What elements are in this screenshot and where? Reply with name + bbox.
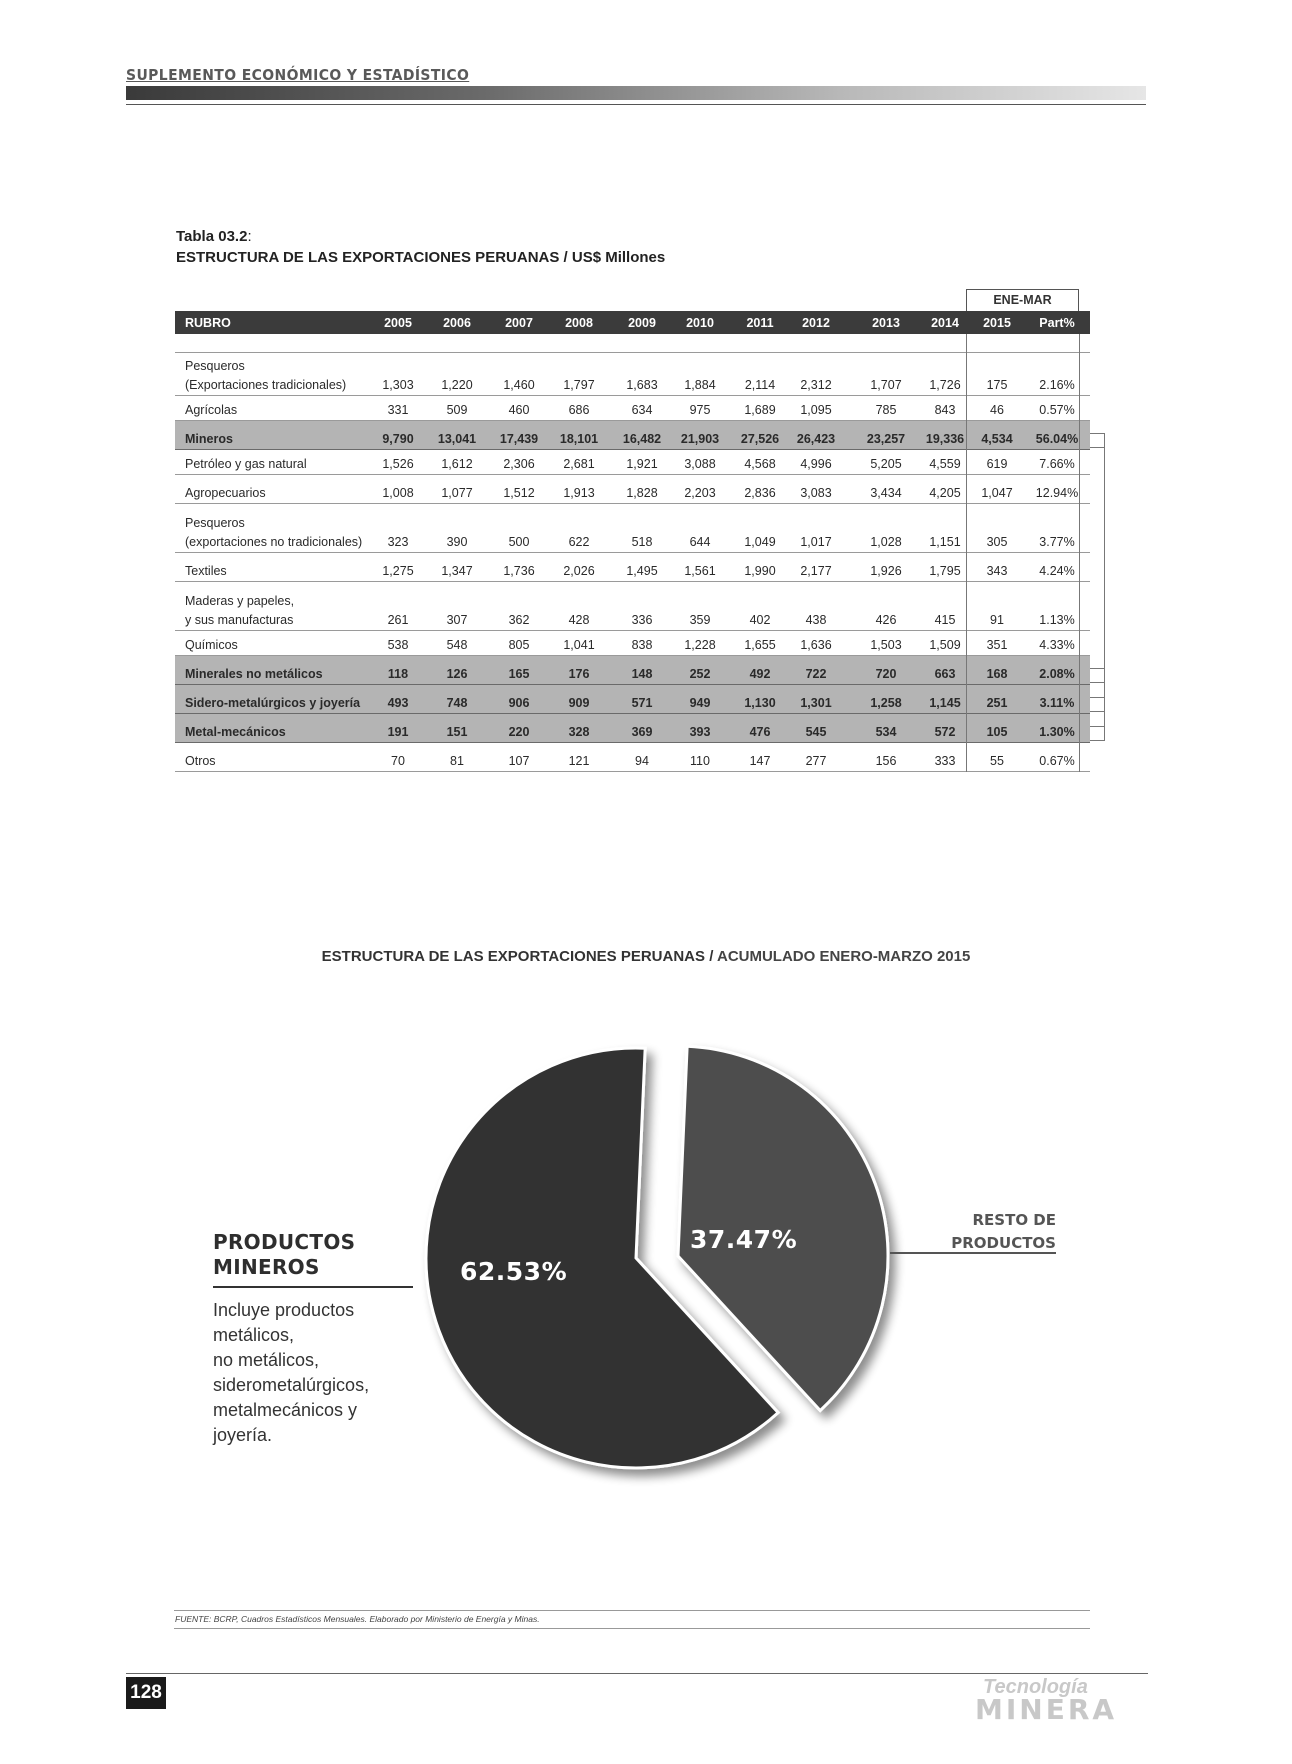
table-cell: 56.04% bbox=[1035, 432, 1079, 446]
row-label: Pesqueros bbox=[185, 516, 245, 530]
table-cell: 9,790 bbox=[382, 432, 414, 446]
column-header: 2012 bbox=[802, 316, 830, 330]
table-cell: 333 bbox=[934, 754, 956, 768]
table-cell: 3,083 bbox=[800, 486, 832, 500]
table-cell: 1,028 bbox=[870, 535, 902, 549]
table-cell: 369 bbox=[631, 725, 653, 739]
row-label-line-2: (Exportaciones tradicionales) bbox=[185, 378, 347, 392]
table-cell: 168 bbox=[986, 667, 1008, 681]
table-cell: 351 bbox=[986, 638, 1008, 652]
table-cell: 0.67% bbox=[1039, 754, 1075, 768]
annotation-mineros-rule bbox=[213, 1286, 413, 1288]
table-cell: 1,707 bbox=[870, 378, 902, 392]
table-caption-label: Tabla 03.2 bbox=[176, 228, 248, 245]
table-cell: 55 bbox=[990, 754, 1004, 768]
table-cell: 13,041 bbox=[437, 432, 477, 446]
table-cell: 476 bbox=[749, 725, 771, 739]
column-header: 2005 bbox=[384, 316, 412, 330]
table-cell: 46 bbox=[990, 403, 1004, 417]
row-label: Petróleo y gas natural bbox=[185, 457, 307, 471]
row-label: Químicos bbox=[185, 638, 238, 652]
table-cell: 1,689 bbox=[744, 403, 776, 417]
table-cell: 843 bbox=[934, 403, 956, 417]
table-cell: 1,655 bbox=[744, 638, 776, 652]
table-cell: 307 bbox=[446, 613, 468, 627]
table-cell: 251 bbox=[986, 696, 1008, 710]
table-cell: 518 bbox=[631, 535, 653, 549]
table-cell: 16,482 bbox=[622, 432, 662, 446]
row-label: Metal-mecánicos bbox=[185, 725, 286, 739]
table-cell: 1,151 bbox=[929, 535, 961, 549]
table-cell: 634 bbox=[631, 403, 653, 417]
table-cell: 165 bbox=[508, 667, 530, 681]
group-header-ene-mar: ENE-MAR bbox=[966, 289, 1079, 311]
table-cell: 3.11% bbox=[1039, 696, 1075, 710]
brand-logo-line-2: MINERA bbox=[975, 1693, 1118, 1726]
annotation-mineros-description: Incluye productos metálicos, no metálicos, siderometalúrgicos, metalmecánicos y joyería. bbox=[213, 1300, 370, 1445]
table-cell: 147 bbox=[749, 754, 771, 768]
chart-title-separator: / bbox=[705, 948, 717, 965]
source-rule-top bbox=[174, 1610, 1090, 1611]
table-cell: 1,145 bbox=[929, 696, 961, 710]
column-header: Part% bbox=[1039, 316, 1075, 330]
table-cell: 534 bbox=[875, 725, 897, 739]
column-header: 2008 bbox=[565, 316, 593, 330]
table-cell: 4,205 bbox=[929, 486, 961, 500]
table-cell: 0.57% bbox=[1039, 403, 1075, 417]
table-cell: 7.66% bbox=[1039, 457, 1075, 471]
table-cell: 26,423 bbox=[796, 432, 836, 446]
annotation-mineros-title-2: MINEROS bbox=[213, 1255, 320, 1279]
table-cell: 110 bbox=[690, 754, 710, 768]
table-cell: 121 bbox=[568, 754, 590, 768]
table-cell: 81 bbox=[450, 754, 464, 768]
annotation-resto-title-1: RESTO DE bbox=[972, 1211, 1056, 1229]
brand-logo bbox=[975, 1678, 1150, 1724]
table-cell: 277 bbox=[805, 754, 827, 768]
table-cell: 107 bbox=[508, 754, 530, 768]
table-cell: 343 bbox=[986, 564, 1008, 578]
row-label-line-2: y sus manufacturas bbox=[185, 613, 294, 627]
caption-colon: : bbox=[247, 228, 252, 245]
annotation-mineros bbox=[213, 1230, 413, 1448]
table-cell: 415 bbox=[934, 613, 956, 627]
table-cell: 1,347 bbox=[441, 564, 473, 578]
table-cell: 1.30% bbox=[1039, 725, 1075, 739]
table-cell: 1,301 bbox=[800, 696, 832, 710]
table-cell: 156 bbox=[875, 754, 897, 768]
table-cell: 906 bbox=[508, 696, 530, 710]
pie-label-mineros: 62.53% bbox=[460, 1257, 568, 1286]
table-cell: 1,561 bbox=[684, 564, 716, 578]
table-cell: 70 bbox=[391, 754, 405, 768]
table-cell: 94 bbox=[635, 754, 649, 768]
table-cell: 1,495 bbox=[626, 564, 658, 578]
source-note: FUENTE: BCRP, Cuadros Estadísticos Mensuales. Elaborado por Ministerio de Energía y Minas. bbox=[175, 1614, 540, 1624]
annotation-resto bbox=[906, 1209, 1056, 1255]
table-cell: 176 bbox=[568, 667, 590, 681]
table-cell: 622 bbox=[568, 535, 590, 549]
table-cell: 460 bbox=[508, 403, 530, 417]
table-cell: 493 bbox=[387, 696, 409, 710]
row-label: Maderas y papeles, bbox=[185, 594, 295, 608]
table-cell: 5,205 bbox=[870, 457, 902, 471]
table-cell: 18,101 bbox=[559, 432, 599, 446]
row-label: Minerales no metálicos bbox=[185, 667, 323, 681]
table-cell: 1,990 bbox=[744, 564, 776, 578]
table-cell: 2,306 bbox=[503, 457, 535, 471]
table-cell: 1,017 bbox=[800, 535, 832, 549]
table-cell: 500 bbox=[508, 535, 530, 549]
table-cell: 1,795 bbox=[929, 564, 961, 578]
table-cell: 492 bbox=[749, 667, 771, 681]
table-cell: 1,726 bbox=[929, 378, 961, 392]
table-cell: 1,884 bbox=[684, 378, 716, 392]
table-cell: 151 bbox=[446, 725, 468, 739]
table-cell: 4,568 bbox=[744, 457, 776, 471]
table-cell: 12.94% bbox=[1035, 486, 1079, 500]
table-cell: 305 bbox=[986, 535, 1008, 549]
column-header: 2006 bbox=[443, 316, 471, 330]
table-cell: 4.33% bbox=[1039, 638, 1075, 652]
table-cell: 252 bbox=[689, 667, 711, 681]
table-cell: 23,257 bbox=[866, 432, 906, 446]
table-cell: 1,008 bbox=[382, 486, 414, 500]
brand-logo-line-1: Tecnología bbox=[983, 1676, 1088, 1698]
annotation-mineros-title-1: PRODUCTOS bbox=[213, 1230, 356, 1254]
row-label: Agropecuarios bbox=[185, 486, 266, 500]
table-cell: 1.13% bbox=[1039, 613, 1075, 627]
table-cell: 1,303 bbox=[382, 378, 414, 392]
column-header: 2007 bbox=[505, 316, 533, 330]
table-cell: 1,612 bbox=[441, 457, 473, 471]
table-cell: 785 bbox=[875, 403, 897, 417]
table-cell: 21,903 bbox=[680, 432, 720, 446]
table-cell: 619 bbox=[986, 457, 1008, 471]
table-cell: 1,503 bbox=[870, 638, 902, 652]
table-cell: 663 bbox=[934, 667, 956, 681]
annotation-resto-title-2: PRODUCTOS bbox=[951, 1234, 1056, 1252]
table-cell: 572 bbox=[934, 725, 956, 739]
table-cell: 1,926 bbox=[870, 564, 902, 578]
table-cell: 644 bbox=[689, 535, 711, 549]
table-cell: 2.16% bbox=[1039, 378, 1075, 392]
table-cell: 4,996 bbox=[800, 457, 832, 471]
row-label: Pesqueros bbox=[185, 359, 245, 373]
table-cell: 1,512 bbox=[503, 486, 535, 500]
table-cell: 3,088 bbox=[684, 457, 716, 471]
table-cell: 328 bbox=[568, 725, 590, 739]
footer-rule bbox=[126, 1673, 1148, 1674]
table-cell: 390 bbox=[446, 535, 468, 549]
table-cell: 1,258 bbox=[870, 696, 902, 710]
table-cell: 2.08% bbox=[1039, 667, 1075, 681]
table-cell: 571 bbox=[631, 696, 653, 710]
table-cell: 4,534 bbox=[981, 432, 1013, 446]
table-cell: 1,828 bbox=[626, 486, 658, 500]
table-cell: 336 bbox=[631, 613, 653, 627]
pie-label-resto: 37.47% bbox=[690, 1225, 798, 1254]
table-cell: 1,130 bbox=[744, 696, 776, 710]
table-cell: 2,177 bbox=[800, 564, 832, 578]
table-cell: 2,203 bbox=[684, 486, 716, 500]
table-cell: 426 bbox=[875, 613, 897, 627]
table-cell: 2,836 bbox=[744, 486, 776, 500]
table-cell: 428 bbox=[568, 613, 590, 627]
table-cell: 1,797 bbox=[563, 378, 595, 392]
table-cell: 2,026 bbox=[563, 564, 595, 578]
column-header-rubro: RUBRO bbox=[185, 316, 231, 330]
table-cell: 2,114 bbox=[744, 378, 776, 392]
table-cell: 949 bbox=[689, 696, 711, 710]
table-cell: 1,460 bbox=[503, 378, 535, 392]
table-cell: 720 bbox=[875, 667, 897, 681]
column-header: 2010 bbox=[686, 316, 714, 330]
table-cell: 1,736 bbox=[503, 564, 535, 578]
table-cell: 2,312 bbox=[800, 378, 832, 392]
table-cell: 175 bbox=[986, 378, 1008, 392]
page-number: 128 bbox=[126, 1677, 166, 1709]
table-cell: 1,683 bbox=[626, 378, 658, 392]
table-cell: 1,095 bbox=[800, 403, 832, 417]
table-cell: 1,077 bbox=[441, 486, 473, 500]
table-caption-title: ESTRUCTURA DE LAS EXPORTACIONES PERUANAS / US$ Millones bbox=[176, 249, 666, 266]
table-cell: 118 bbox=[387, 667, 409, 681]
table-cell: 105 bbox=[986, 725, 1008, 739]
table-cell: 1,228 bbox=[684, 638, 716, 652]
chart-title-sub: ACUMULADO ENERO-MARZO 2015 bbox=[716, 948, 971, 965]
table-cell: 3,434 bbox=[870, 486, 902, 500]
column-header: 2015 bbox=[983, 316, 1011, 330]
table-cell: 191 bbox=[387, 725, 409, 739]
table-cell: 722 bbox=[805, 667, 827, 681]
row-label: Otros bbox=[185, 754, 216, 768]
table-cell: 975 bbox=[689, 403, 711, 417]
table-cell: 748 bbox=[446, 696, 468, 710]
column-header: 2014 bbox=[931, 316, 959, 330]
table-cell: 402 bbox=[749, 613, 771, 627]
row-label: Sidero-metalúrgicos y joyería bbox=[185, 696, 361, 710]
table-cell: 261 bbox=[387, 613, 409, 627]
table-cell: 838 bbox=[631, 638, 653, 652]
table-cell: 1,509 bbox=[929, 638, 961, 652]
table-cell: 359 bbox=[689, 613, 711, 627]
table-cell: 91 bbox=[990, 613, 1004, 627]
column-header: 2011 bbox=[746, 316, 774, 330]
table-cell: 538 bbox=[387, 638, 409, 652]
table-cell: 220 bbox=[508, 725, 530, 739]
table-cell: 4,559 bbox=[929, 457, 961, 471]
table-cell: 909 bbox=[568, 696, 590, 710]
table-cell: 686 bbox=[568, 403, 590, 417]
table-cell: 393 bbox=[689, 725, 711, 739]
table-cell: 1,913 bbox=[563, 486, 595, 500]
table-cell: 148 bbox=[631, 667, 653, 681]
table-cell: 323 bbox=[387, 535, 409, 549]
table-cell: 545 bbox=[805, 725, 827, 739]
row-label: Textiles bbox=[185, 564, 227, 578]
chart-title-main: ESTRUCTURA DE LAS EXPORTACIONES PERUANAS bbox=[321, 948, 706, 965]
table-cell: 362 bbox=[508, 613, 530, 627]
page-header-title: SUPLEMENTO ECONÓMICO Y ESTADÍSTICO bbox=[126, 66, 470, 84]
table-cell: 509 bbox=[446, 403, 468, 417]
table-cell: 438 bbox=[805, 613, 827, 627]
table-cell: 2,681 bbox=[563, 457, 595, 471]
table-cell: 1,636 bbox=[800, 638, 832, 652]
table-cell: 331 bbox=[387, 403, 409, 417]
row-label: Mineros bbox=[185, 432, 233, 446]
row-label-line-2: (exportaciones no tradicionales) bbox=[185, 535, 363, 549]
row-label: Agrícolas bbox=[185, 403, 238, 417]
table-cell: 1,047 bbox=[981, 486, 1013, 500]
table-cell: 17,439 bbox=[499, 432, 539, 446]
table-cell: 548 bbox=[446, 638, 468, 652]
table-cell: 1,220 bbox=[441, 378, 473, 392]
table-cell: 19,336 bbox=[925, 432, 965, 446]
table-cell: 126 bbox=[446, 667, 468, 681]
table-cell: 1,275 bbox=[382, 564, 414, 578]
table-cell: 27,526 bbox=[740, 432, 780, 446]
column-header: 2013 bbox=[872, 316, 900, 330]
source-rule-bottom bbox=[174, 1628, 1090, 1629]
annotation-resto-rule bbox=[890, 1252, 1056, 1254]
table-cell: 3.77% bbox=[1039, 535, 1075, 549]
table-cell: 4.24% bbox=[1039, 564, 1075, 578]
table-cell: 805 bbox=[508, 638, 530, 652]
table-cell: 1,526 bbox=[382, 457, 414, 471]
table-cell: 1,041 bbox=[563, 638, 595, 652]
column-header: 2009 bbox=[628, 316, 656, 330]
table-cell: 1,921 bbox=[626, 457, 658, 471]
table-cell: 1,049 bbox=[744, 535, 776, 549]
